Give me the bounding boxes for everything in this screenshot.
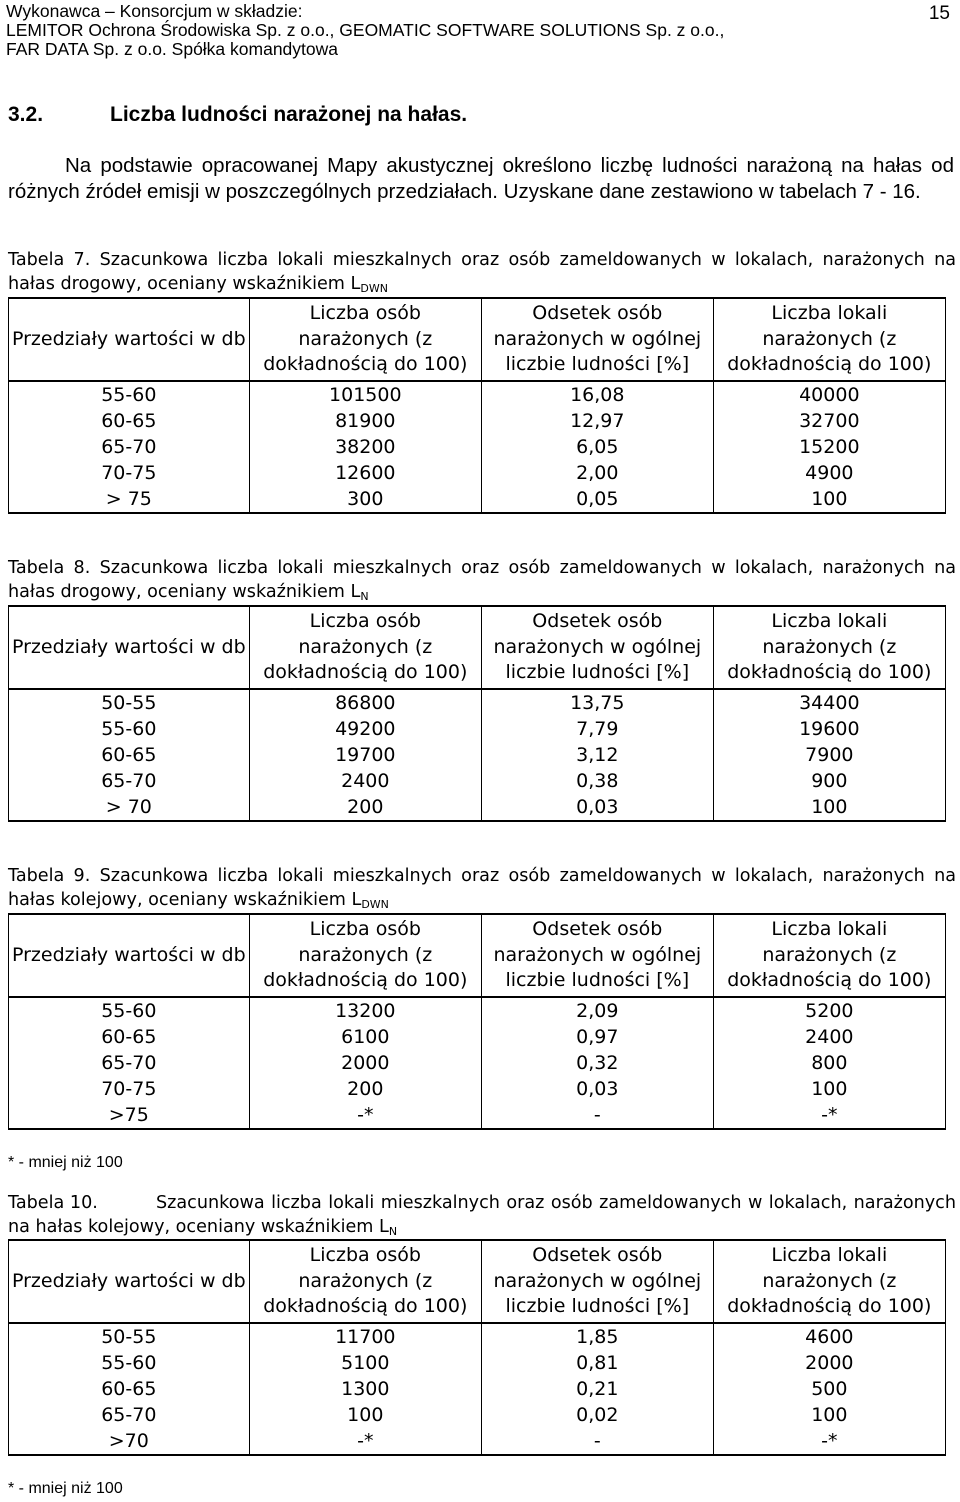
table-9 [8,913,946,1130]
cell-percent: 2,09 [481,997,713,1024]
cell-dwellings: 2400 [713,1024,945,1050]
col-header-people: Liczba osób narażonych (z dokładnością do 100) [249,298,481,381]
cell-people: 2400 [249,768,481,794]
table-9-caption [8,864,956,917]
cell-dwellings: -* [713,1102,945,1129]
col-header-percent: Odsetek osób narażonych w ogólnej liczbie ludności [%] [481,1240,713,1323]
cell-range: 50-55 [9,1323,250,1350]
cell-people: 49200 [249,716,481,742]
cell-percent: 6,05 [481,434,713,460]
cell-range: 60-65 [9,1024,250,1050]
table-9-label: Tabela 9. [8,866,91,886]
header-companies-2: FAR DATA Sp. z o.o. Spółka komandytowa [6,39,339,59]
cell-range: 60-65 [9,1376,250,1402]
page-header [6,2,954,59]
cell-range: 70-75 [9,460,250,486]
table-row [9,1428,946,1455]
cell-dwellings: 100 [713,1402,945,1428]
cell-dwellings: 40000 [713,381,945,408]
table-row [9,1024,946,1050]
cell-dwellings: 7900 [713,742,945,768]
table-10 [8,1239,946,1456]
cell-dwellings: -* [713,1428,945,1455]
cell-percent: 0,21 [481,1376,713,1402]
cell-percent: 0,03 [481,794,713,821]
cell-range: 70-75 [9,1076,250,1102]
cell-dwellings: 100 [713,1076,945,1102]
header-companies-1: LEMITOR Ochrona Środowiska Sp. z o.o., GEOMATIC SOFTWARE SOLUTIONS Sp. z o.o., [6,20,725,40]
table-9-caption-text: Szacunkowa liczba lokali mieszkalnych oraz osób zameldowanych w lokalach, narażonych na hałas kolejowy, oceniany wskaźnikiem L [8,866,957,910]
cell-range: 65-70 [9,768,250,794]
cell-people: 300 [249,486,481,513]
cell-people: 5100 [249,1350,481,1376]
cell-people: 11700 [249,1323,481,1350]
cell-range: 65-70 [9,434,250,460]
cell-range: 60-65 [9,742,250,768]
cell-range: 55-60 [9,381,250,408]
cell-range: 65-70 [9,1402,250,1428]
cell-people: 12600 [249,460,481,486]
col-header-dwellings: Liczba lokali narażonych (z dokładnością do 100) [713,914,945,997]
cell-percent: 0,05 [481,486,713,513]
cell-range: > 70 [9,794,250,821]
table-row [9,1323,946,1350]
table-row [9,1376,946,1402]
cell-percent: 0,97 [481,1024,713,1050]
cell-people: 6100 [249,1024,481,1050]
col-header-dwellings: Liczba lokali narażonych (z dokładnością do 100) [713,606,945,689]
page-number: 15 [928,3,950,24]
table-row [9,1350,946,1376]
cell-dwellings: 500 [713,1376,945,1402]
table-10-caption [8,1191,956,1244]
table-10-caption-subscript: N [388,1225,398,1238]
table-row [9,486,946,513]
cell-people: 38200 [249,434,481,460]
cell-people: -* [249,1428,481,1455]
cell-percent: 1,85 [481,1323,713,1350]
table-10-caption-text: Szacunkowa liczba lokali mieszkalnych oraz osób zameldowanych w lokalach, narażonych na hałas kolejowy, oceniany wskaźnikiem L [8,1193,956,1237]
table-9-caption-subscript: DWN [361,898,389,911]
col-header-range: Przedziały wartości w db [9,914,250,997]
intro-text: Na podstawie opracowanej Mapy akustycznej określono liczbę ludności narażoną na hałas od różnych źródeł emisji w poszczególnych przedziałach. Uzyskane dane zestawiono w tabelach 7 - 16. [8,154,954,203]
cell-range: 60-65 [9,408,250,434]
cell-range: 55-60 [9,716,250,742]
col-header-range: Przedziały wartości w db [9,298,250,381]
cell-percent: 0,03 [481,1076,713,1102]
table-row [9,460,946,486]
table-8 [8,605,946,822]
col-header-dwellings: Liczba lokali narażonych (z dokładnością do 100) [713,298,945,381]
cell-percent: 16,08 [481,381,713,408]
cell-percent: 12,97 [481,408,713,434]
table-row [9,1402,946,1428]
cell-people: 19700 [249,742,481,768]
cell-range: 50-55 [9,689,250,716]
cell-percent: 13,75 [481,689,713,716]
col-header-people: Liczba osób narażonych (z dokładnością do 100) [249,914,481,997]
cell-percent: 2,00 [481,460,713,486]
cell-dwellings: 19600 [713,716,945,742]
cell-people: 1300 [249,1376,481,1402]
cell-range: 55-60 [9,997,250,1024]
cell-dwellings: 100 [713,486,945,513]
table-row [9,1076,946,1102]
table-7-caption [8,248,956,301]
cell-dwellings: 900 [713,768,945,794]
col-header-range: Przedziały wartości w db [9,1240,250,1323]
table-row [9,794,946,821]
cell-people: -* [249,1102,481,1129]
cell-range: > 75 [9,486,250,513]
cell-dwellings: 800 [713,1050,945,1076]
table-7 [8,297,946,514]
col-header-percent: Odsetek osób narażonych w ogólnej liczbie ludności [%] [481,298,713,381]
table-row [9,1050,946,1076]
cell-dwellings: 34400 [713,689,945,716]
table-8-caption-text: Szacunkowa liczba lokali mieszkalnych oraz osób zameldowanych w lokalach, narażonych na hałas drogowy, oceniany wskaźnikiem L [8,558,957,602]
cell-range: >70 [9,1428,250,1455]
table-8-caption [8,556,956,609]
col-header-range: Przedziały wartości w db [9,606,250,689]
table-row [9,997,946,1024]
table-row [9,768,946,794]
table-row [9,1102,946,1129]
section-heading [8,103,467,127]
table-9-footnote: * - mniej niż 100 [8,1154,123,1171]
cell-dwellings: 4600 [713,1323,945,1350]
col-header-percent: Odsetek osób narażonych w ogólnej liczbie ludności [%] [481,914,713,997]
cell-percent: 0,81 [481,1350,713,1376]
table-10-label: Tabela 10. [8,1193,98,1213]
table-row [9,742,946,768]
cell-percent: 0,32 [481,1050,713,1076]
cell-range: 55-60 [9,1350,250,1376]
cell-dwellings: 2000 [713,1350,945,1376]
table-8-caption-subscript: N [360,590,369,603]
section-number: 3.2. [8,103,44,126]
cell-people: 13200 [249,997,481,1024]
section-title: Liczba ludności narażonej na hałas. [110,103,468,126]
cell-percent: 3,12 [481,742,713,768]
table-10-footnote: * - mniej niż 100 [8,1480,123,1497]
cell-people: 86800 [249,689,481,716]
cell-dwellings: 15200 [713,434,945,460]
cell-percent: 0,02 [481,1402,713,1428]
table-row [9,434,946,460]
table-8-label: Tabela 8. [8,558,91,578]
cell-people: 100 [249,1402,481,1428]
cell-range: >75 [9,1102,250,1129]
cell-range: 65-70 [9,1050,250,1076]
table-7-caption-subscript: DWN [360,282,388,295]
cell-people: 200 [249,794,481,821]
table-row [9,381,946,408]
col-header-people: Liczba osób narażonych (z dokładnością do 100) [249,606,481,689]
cell-percent: - [481,1102,713,1129]
cell-people: 200 [249,1076,481,1102]
col-header-people: Liczba osób narażonych (z dokładnością do 100) [249,1240,481,1323]
table-7-label: Tabela 7. [8,250,91,270]
cell-percent: 0,38 [481,768,713,794]
table-row [9,408,946,434]
table-7-caption-text: Szacunkowa liczba lokali mieszkalnych oraz osób zameldowanych w lokalach, narażonych na hałas drogowy, oceniany wskaźnikiem L [8,250,957,294]
intro-paragraph [8,153,954,205]
table-row [9,689,946,716]
cell-percent: 7,79 [481,716,713,742]
table-row [9,716,946,742]
header-contractor: Wykonawca – Konsorcjum w składzie: [6,1,303,21]
cell-dwellings: 100 [713,794,945,821]
cell-people: 81900 [249,408,481,434]
cell-percent: - [481,1428,713,1455]
cell-dwellings: 5200 [713,997,945,1024]
cell-people: 101500 [249,381,481,408]
col-header-percent: Odsetek osób narażonych w ogólnej liczbie ludności [%] [481,606,713,689]
cell-dwellings: 32700 [713,408,945,434]
col-header-dwellings: Liczba lokali narażonych (z dokładnością do 100) [713,1240,945,1323]
cell-dwellings: 4900 [713,460,945,486]
cell-people: 2000 [249,1050,481,1076]
